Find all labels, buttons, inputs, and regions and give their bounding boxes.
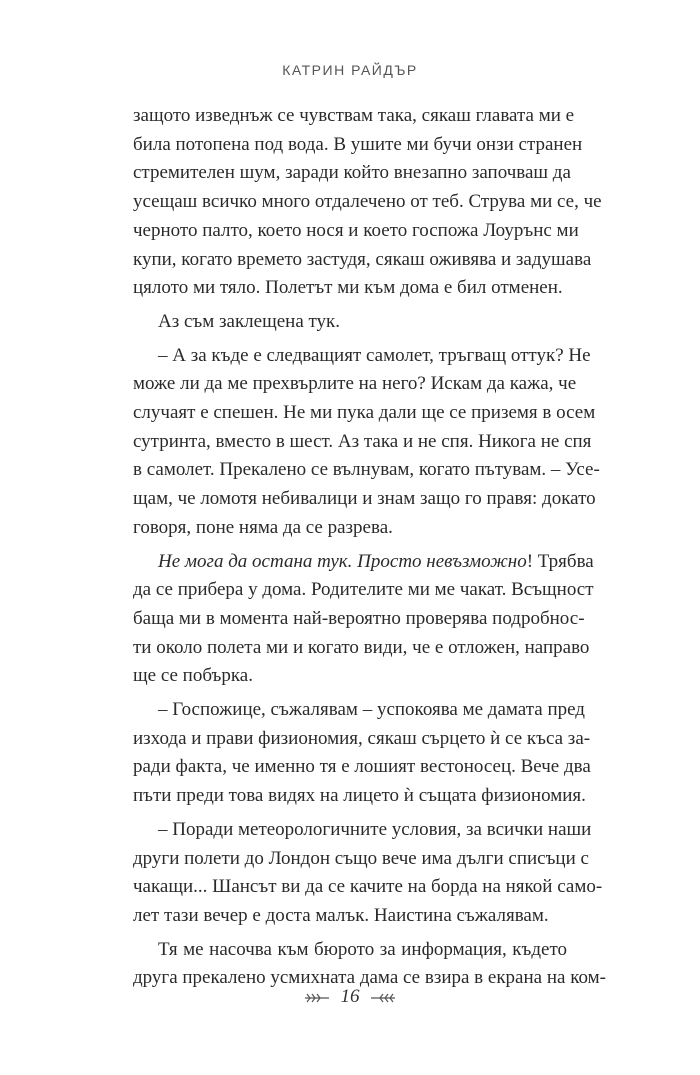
text-line: сутринта, вместо в шест. Аз така и не спя. Никога не спя	[133, 430, 592, 452]
text-line: лет тази вечер е доста малък. Наистина съжалявам.	[133, 904, 549, 926]
leaf-ornament-left-icon	[304, 992, 330, 1004]
text-line: – Госпожице, съжалявам – успокоява ме дамата пред	[158, 699, 585, 721]
page-number: 16	[340, 986, 360, 1007]
text-line: защото изведнъж се чувствам така, сякаш главата ми е	[133, 105, 575, 126]
text-line: баща ми в момента най-вероятно проверява подробнос-	[133, 607, 585, 629]
leaf-ornament-right-icon	[370, 992, 396, 1004]
paragraph-1	[133, 102, 602, 303]
text-line: пъти преди това видях на лицето ѝ същата физиономия.	[133, 785, 586, 807]
text-line: да се прибера у дома. Родителите ми ме чакат. Всъщност	[133, 579, 594, 601]
paragraph-4	[133, 548, 594, 692]
running-header: КАТРИН РАЙДЪР	[282, 62, 418, 78]
paragraph-6	[133, 816, 603, 931]
text-line: черното палто, което нося и което госпожа Лоурънс ми	[133, 219, 579, 241]
text-line: – Поради метеорологичните условия, за всички наши	[158, 818, 592, 840]
text-line: в самолет. Прекалено се вълнувам, когато пътувам. – Усе-	[133, 459, 600, 481]
text-line: – А за къде е следващият самолет, тръгващ оттук? Не	[158, 344, 591, 366]
text-line: чакащи... Шансът ви да се качите на борда на някой само-	[133, 876, 603, 898]
text-line: може ли да ме прехвърлите на него? Искам да кажа, че	[133, 373, 577, 395]
text-line: щам, че ломотя небивалици и знам защо го правя: докато	[133, 488, 596, 510]
paragraph-3	[133, 342, 600, 543]
text-line: ради факта, че именно тя е лошият вестоносец. Вече два	[133, 756, 591, 778]
text-line: ти около полета ми и когато види, че е отложен, направо	[133, 636, 590, 658]
text-line: говоря, поне няма да се разрева.	[133, 516, 393, 538]
body-text	[133, 102, 606, 993]
paragraph-7	[133, 936, 606, 993]
text-line: стремителен шум, заради който внезапно започваш да	[133, 162, 571, 184]
text-line: била потопена под вода. В ушите ми бучи онзи странен	[133, 133, 583, 155]
text-line: изхода и прави физиономия, сякаш сърцето ѝ се къса за-	[133, 727, 591, 749]
text-line: цялото ми тяло. Полетът ми към дома е бил отменен.	[133, 277, 563, 299]
text-line: Аз съм заклещена тук.	[158, 310, 341, 332]
text-line: Тя ме насочва към бюрото за информация, където	[158, 938, 567, 960]
text-line: ще се побърка.	[133, 665, 253, 687]
text-line: друга прекалено усмихната дама се взира в екрана на ком-	[133, 967, 606, 989]
text-line: усещаш всичко много отдалечено от теб. Струва ми се, че	[133, 191, 602, 213]
paragraph-2	[133, 308, 567, 337]
text-fragment: ! Трябва	[526, 550, 594, 572]
italic-text: Не мога да остана тук. Просто невъзможно	[158, 550, 527, 572]
text-line: купи, когато времето застудя, сякаш оживява и задушава	[133, 248, 592, 270]
page-footer	[0, 986, 700, 1008]
text-line: други полети до Лондон също вече има дълги списъци с	[133, 847, 589, 869]
text-line: случаят е спешен. Не ми пука дали ще се приземя в осем	[133, 402, 596, 424]
text-line	[133, 548, 594, 577]
paragraph-5	[133, 696, 591, 811]
